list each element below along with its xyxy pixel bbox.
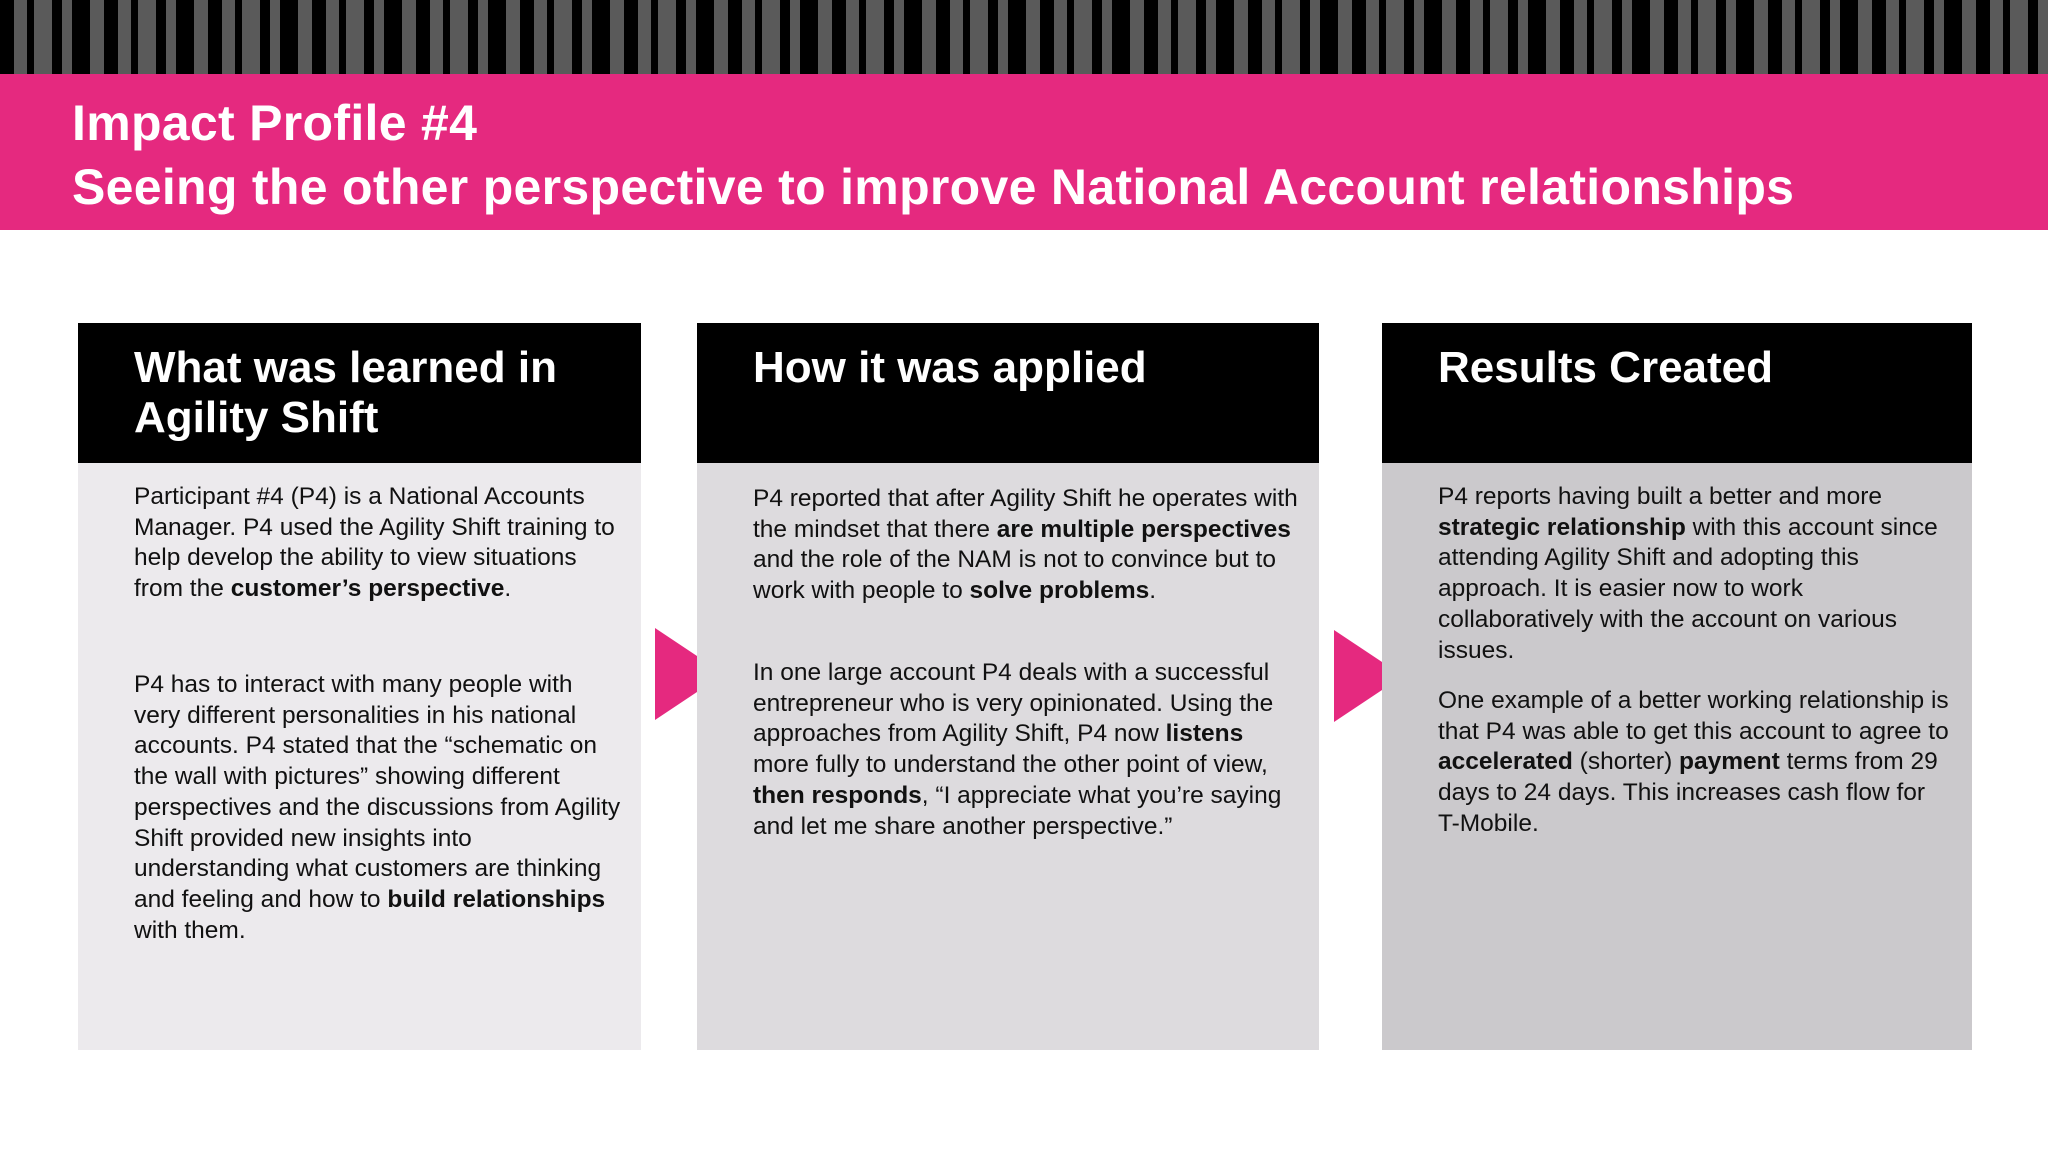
- bold-text-run: build relationships: [387, 885, 606, 913]
- panel-body: [697, 463, 1319, 1050]
- text-run: P4 reports having built a better and more: [1438, 483, 1882, 510]
- panel-paragraph: [134, 482, 621, 605]
- panel-paragraph: [1438, 482, 1952, 666]
- panel-header: [697, 323, 1319, 463]
- text-run: more fully to understand the other point of view,: [753, 751, 1268, 779]
- panel-results-created: [1382, 323, 1972, 1050]
- panel-title: Results Created: [1438, 343, 1774, 392]
- text-run: .: [1149, 577, 1157, 605]
- panel-body: [1382, 463, 1972, 1050]
- panel-what-was-learned: [78, 323, 641, 1050]
- text-run: Participant #4 (P4) is a National Accounts Manager. P4 used the Agility Shift training to help develop the ability to view situations from the: [134, 483, 615, 603]
- text-run: , “I appreciate what you’re saying and let me share another perspective.”: [753, 781, 1282, 840]
- text-run: One example of a better working relationship is that P4 was able to get this account to agree to: [1438, 687, 1949, 745]
- panel-paragraph: [134, 670, 621, 946]
- panel-title: How it was applied: [753, 343, 1147, 392]
- text-run: In one large account P4 deals with a successful entrepreneur who is very opinionated. Using the approaches from Agility Shift, P4 now: [753, 659, 1274, 748]
- text-run: P4 reported that after Agility Shift he operates with the mindset that there: [753, 485, 1298, 543]
- bold-text-run: solve problems: [969, 577, 1150, 605]
- panel-how-it-was-applied: [697, 323, 1319, 1050]
- bold-text-run: accelerated: [1438, 748, 1573, 776]
- title-banner: [0, 74, 2048, 230]
- bold-text-run: are multiple perspectives: [996, 515, 1291, 543]
- text-run: with this account since attending Agility Shift and adopting this approach. It is easier now to work collaboratively with the account on various issues.: [1438, 513, 1938, 664]
- text-run: P4 has to interact with many people with very different personalities in his national accounts. P4 stated that the “schematic on the wall with pictures” showing different perspectives and the discussions from Agility Shift provided new insights into understanding what customers are thinking and feeling and how to: [134, 671, 621, 913]
- panel-title: What was learned in Agility Shift: [134, 343, 557, 442]
- text-run: terms from 29 days to 24 days. This increases cash flow for T-Mobile.: [1438, 748, 1938, 837]
- text-run: (shorter): [1572, 748, 1680, 776]
- panel-paragraph: [753, 484, 1299, 607]
- slide-title: Impact Profile #4: [72, 95, 478, 151]
- bold-text-run: then responds: [753, 781, 922, 809]
- panel-paragraph: [753, 658, 1299, 842]
- panel-header: [78, 323, 641, 463]
- text-run: with them.: [134, 916, 246, 944]
- text-run: .: [504, 575, 512, 603]
- panel-body: [78, 463, 641, 1050]
- bold-text-run: customer’s perspective: [230, 575, 505, 603]
- text-run: and the role of the NAM is not to convince but to work with people to: [753, 546, 1276, 605]
- bold-text-run: listens: [1165, 720, 1244, 748]
- bold-text-run: payment: [1679, 748, 1780, 776]
- panel-paragraph: [1438, 686, 1952, 840]
- panel-header: [1382, 323, 1972, 463]
- bold-text-run: strategic relationship: [1438, 513, 1686, 541]
- slide-subtitle: Seeing the other perspective to improve National Account relationships: [72, 159, 1795, 215]
- barcode-stripe-decoration: [0, 0, 2048, 74]
